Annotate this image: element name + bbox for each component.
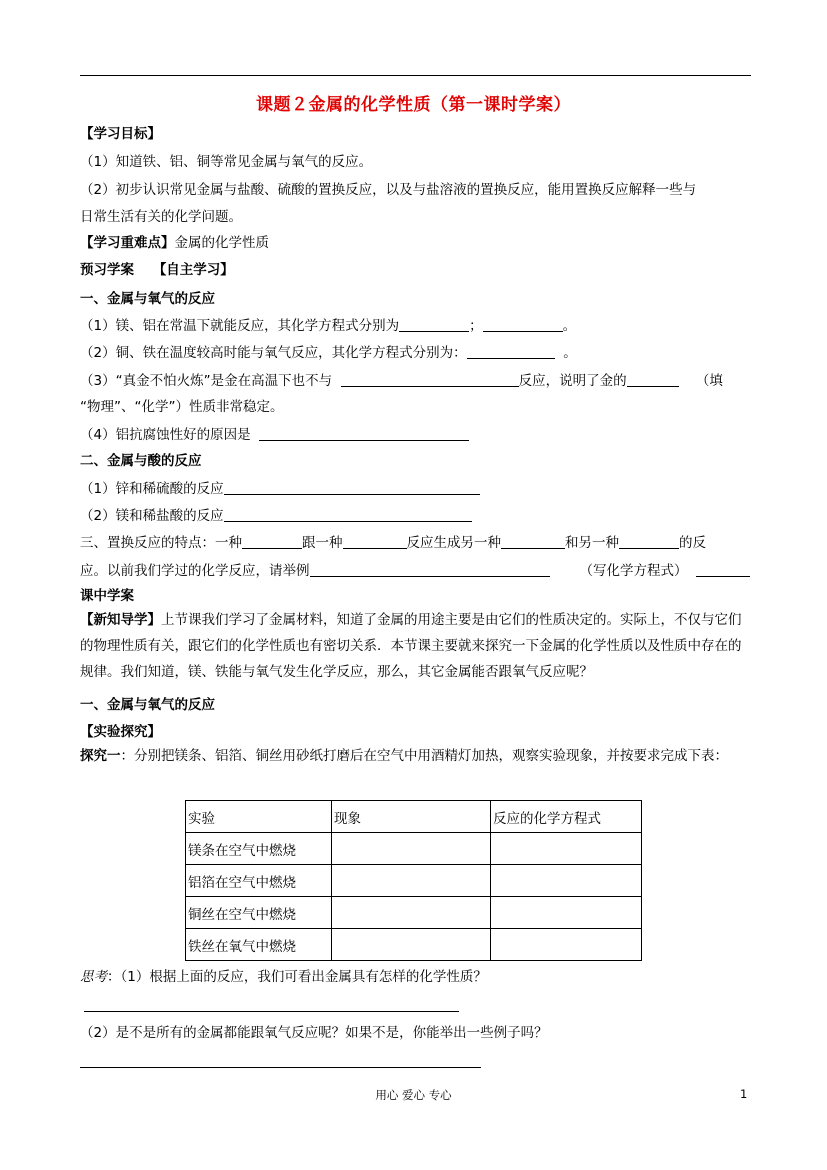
table-row [186, 833, 642, 865]
table-cell-equation[interactable] [491, 865, 642, 897]
answer-blank[interactable] [224, 480, 480, 495]
q2-end: 。 [563, 345, 577, 361]
table-row [186, 897, 642, 929]
table-row [186, 929, 642, 961]
section3-line1 [80, 534, 706, 552]
table-header-row [186, 801, 642, 833]
footer-motto: 用心 爱心 专心 [375, 1088, 452, 1102]
table-cell-experiment: 铁丝在氧气中燃烧 [186, 929, 332, 961]
think-q2: （2）是不是所有的金属都能跟氧气反应呢？如果不是，你能举出一些例子吗？ [80, 1025, 548, 1041]
objective-2-line1: （2）初步认识常见金属与盐酸、硫酸的置换反应，以及与盐溶液的置换反应，能用置换反应解释一些与 [80, 182, 697, 198]
s3-text-c: 反应生成另一种 [406, 535, 501, 551]
q4-text: （4）铝抗腐蚀性好的原因是 [80, 427, 251, 443]
section1-q2 [80, 344, 577, 362]
table-cell-phenomenon[interactable] [332, 897, 491, 929]
intro-text: 上节课我们学习了金属材料，知道了金属的用途主要是由它们的性质决定的。实际上，不仅与它们的物理性质有关，跟它们的化学性质也有密切关系．本节课主要就来探究一下金属的化学性质以及性质中存在的规律。我们知道，镁、铁能与氧气发生化学反应，那么，其它金属能否跟氧气反应呢？ [80, 612, 742, 680]
answer-blank[interactable] [224, 507, 472, 522]
page-number: 1 [740, 1087, 748, 1101]
preview-sub: 【自主学习】 [152, 262, 234, 278]
footer-rule [80, 1067, 481, 1068]
objectives-heading: 【学习目标】 [80, 126, 161, 142]
s3-text-b: 跟一种 [302, 535, 343, 551]
answer-blank[interactable] [242, 534, 302, 549]
table-cell-phenomenon[interactable] [332, 929, 491, 961]
s3-text-d: 和另一种 [565, 535, 619, 551]
answer-blank[interactable] [501, 534, 565, 549]
section1-q3-line2: “物理”、“化学”）性质非常稳定。 [80, 399, 284, 415]
page-title: 课题２金属的化学性质（第一课时学案） [256, 95, 571, 115]
table-cell-phenomenon[interactable] [332, 833, 491, 865]
think-q1-text: ：（1）根据上面的反应，我们可看出金属具有怎样的化学性质？ [107, 969, 487, 985]
answer-blank[interactable] [343, 534, 407, 549]
section1-q4 [80, 426, 469, 444]
answer-blank[interactable] [341, 372, 519, 387]
objective-1: （1）知道铁、铝、铜等常见金属与氧气的反应。 [80, 154, 373, 170]
experiment-text: ：分别把镁条、铝箔、铜丝用砂纸打磨后在空气中用酒精灯加热，观察实验现象，并按要求完成下表： [120, 748, 728, 764]
preview-heading [80, 261, 234, 279]
table-cell-equation[interactable] [491, 897, 642, 929]
q3-text-b: 反应，说明了金的 [518, 373, 627, 389]
section2-q2 [80, 507, 472, 525]
answer-blank[interactable] [483, 317, 563, 332]
s2-q2-text: （2）镁和稀盐酸的反应 [80, 508, 224, 524]
intro-label: 【新知导学】 [80, 612, 161, 628]
q1-text: （1）镁、铝在常温下就能反应，其化学方程式分别为 [80, 318, 400, 334]
table-header-cell: 反应的化学方程式 [491, 801, 642, 833]
table-cell-equation[interactable] [491, 929, 642, 961]
table-cell-experiment: 铝箔在空气中燃烧 [186, 865, 332, 897]
q3-text-c: （填 [695, 373, 723, 389]
section1-q3 [80, 372, 723, 390]
section3-line2 [80, 562, 750, 580]
answer-blank[interactable] [467, 344, 555, 359]
section2-q1 [80, 480, 480, 498]
class-plan-heading: 课中学案 [80, 588, 134, 604]
s2-q1-text: （1）锌和稀硫酸的反应 [80, 481, 224, 497]
table-header-cell: 实验 [186, 801, 332, 833]
experiment-paragraph [80, 743, 751, 769]
experiment-heading: 【实验探究】 [80, 724, 161, 740]
answer-blank[interactable] [619, 534, 679, 549]
table-cell-phenomenon[interactable] [332, 865, 491, 897]
header-rule [80, 75, 751, 76]
s3-line2-note: （写化学方程式） [579, 563, 688, 579]
answer-blank[interactable] [310, 562, 550, 577]
experiment-label: 探究一 [80, 748, 121, 764]
preview-label: 预习学案 [80, 262, 134, 278]
experiment-table [185, 800, 642, 961]
q1-separator: ； [469, 318, 483, 334]
q1-end: 。 [562, 318, 577, 334]
key-points [80, 234, 269, 252]
think-label: 思考 [80, 969, 107, 985]
answer-line[interactable] [84, 1011, 459, 1012]
objective-2-line2: 日常生活有关的化学问题。 [80, 209, 242, 225]
q2-text: （2）铜、铁在温度较高时能与氧气反应，其化学方程式分别为： [80, 345, 467, 361]
table-cell-experiment: 镁条在空气中燃烧 [186, 833, 332, 865]
section2-heading: 二、金属与酸的反应 [80, 453, 202, 469]
section1-q1 [80, 317, 576, 335]
answer-blank[interactable] [696, 562, 750, 577]
answer-blank[interactable] [627, 372, 679, 387]
answer-blank[interactable] [399, 317, 469, 332]
q3-text: （3）“真金不怕火炼”是金在高温下也不与 [80, 373, 333, 389]
s3-line2-text: 应。以前我们学过的化学反应，请举例 [80, 563, 310, 579]
answer-blank[interactable] [259, 426, 469, 441]
table-row [186, 865, 642, 897]
table-header-cell: 现象 [332, 801, 491, 833]
s3-text-a: 三、置换反应的特点：一种 [80, 535, 242, 551]
table-cell-experiment: 铜丝在空气中燃烧 [186, 897, 332, 929]
section4-heading: 一、金属与氧气的反应 [80, 697, 215, 713]
s3-text-e: 的反 [679, 535, 706, 551]
key-points-label: 【学习重难点】 [80, 235, 175, 251]
table-cell-equation[interactable] [491, 833, 642, 865]
section1-heading: 一、金属与氧气的反应 [80, 291, 215, 307]
key-points-text: 金属的化学性质 [174, 235, 269, 251]
think-q1 [80, 968, 487, 986]
intro-paragraph [80, 607, 751, 685]
